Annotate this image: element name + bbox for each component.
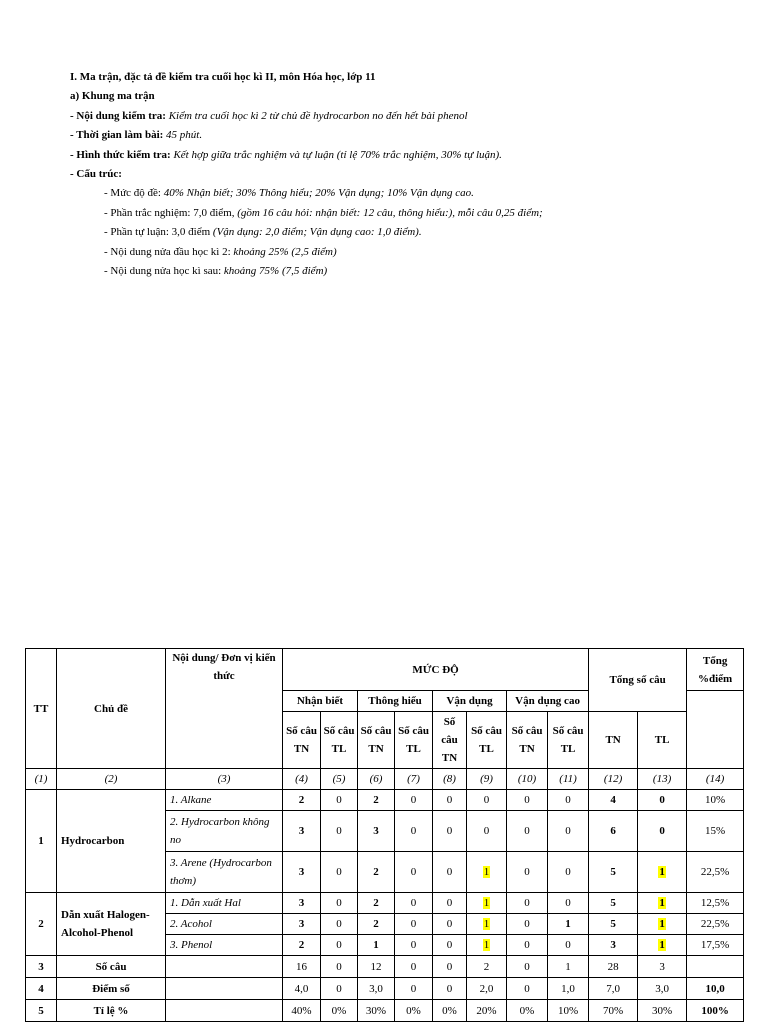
row-value: 22,5%: [700, 866, 730, 878]
summary-cell: 1: [548, 956, 589, 978]
index-cell: (7): [395, 769, 433, 790]
structure-item-4: [70, 243, 730, 262]
row-value: 0: [565, 794, 571, 806]
row-value: 0: [565, 866, 571, 878]
summary-cell: 1,0: [548, 978, 589, 1000]
row-value: 1: [483, 939, 490, 951]
index-cell: (11): [548, 769, 589, 790]
row-value: 0: [565, 825, 571, 837]
header-tt: TT: [26, 649, 57, 769]
table-row: [26, 790, 744, 811]
row-cell: [358, 935, 395, 956]
content-value: Kiểm tra cuối học kì 2 từ chủ đề hydrocarbon no đến hết bài phenol: [168, 109, 468, 122]
summary-tt: 3: [26, 956, 57, 978]
summary-label: Điểm số: [57, 978, 166, 1000]
row-cell: [358, 811, 395, 852]
row-tt: 2: [26, 893, 57, 956]
row-value: 0: [524, 825, 530, 837]
row-cell: [467, 893, 507, 914]
row-value: 2: [373, 794, 379, 806]
row-cell: [638, 893, 687, 914]
structure-item-4-detail: khoảng 25% (2,5 điểm): [233, 245, 337, 258]
row-topic: Hydrocarbon: [57, 790, 166, 893]
summary-tt: 4: [26, 978, 57, 1000]
header-advanced-application: Vận dụng cao: [507, 691, 589, 712]
row-value: 0: [446, 939, 453, 951]
structure-item-4-text: - Nội dung nửa đầu học kì 2:: [104, 245, 234, 258]
header-topic: Chủ đề: [57, 649, 166, 769]
row-cell: [358, 914, 395, 935]
row-value: 0: [446, 918, 453, 930]
row-value: 5: [610, 866, 616, 878]
row-value: 22,5%: [700, 918, 730, 930]
row-value: 0: [446, 794, 453, 806]
summary-cell: 3,0: [638, 978, 687, 1000]
structure-item-2-text: - Phần trắc nghiệm: 7,0 điểm,: [104, 206, 238, 219]
summary-cell: 70%: [589, 1000, 638, 1022]
row-value: 2: [298, 939, 305, 951]
summary-cell: 100%: [687, 1000, 744, 1022]
time-line: [70, 126, 730, 145]
summary-cell: 30%: [358, 1000, 395, 1022]
row-cell: [321, 935, 358, 956]
header-sub-tl: Số câu TL: [548, 712, 589, 769]
index-cell: (10): [507, 769, 548, 790]
header-total-score: Tổng %điểm: [687, 649, 744, 691]
row-value: 3: [298, 825, 305, 837]
structure-item-5-detail: khoảng 75% (7,5 điểm): [223, 265, 328, 278]
summary-cell: 3,0: [358, 978, 395, 1000]
summary-empty-cell: [166, 956, 283, 978]
header-total-questions: Tổng số câu: [589, 649, 687, 712]
row-value: 0: [524, 918, 530, 930]
structure-item-5-text: - Nội dung nửa học kì sau:: [104, 265, 224, 278]
row-knowledge-unit: 2. Acohol: [166, 914, 283, 935]
row-topic: Dẫn xuất Halogen-Alcohol-Phenol: [57, 893, 166, 956]
header-comprehension: Thông hiểu: [358, 691, 433, 712]
row-cell: [433, 935, 467, 956]
index-cell: (6): [358, 769, 395, 790]
structure-item-1-detail: 40% Nhận biết; 30% Thông hiểu; 20% Vận dụng; 10% Vận dụng cao.: [163, 187, 474, 200]
row-cell: [321, 852, 358, 893]
summary-label: Số câu: [57, 956, 166, 978]
row-value: 0: [524, 794, 530, 806]
row-cell: [433, 852, 467, 893]
row-cell: [433, 893, 467, 914]
row-value: 0: [524, 939, 530, 951]
row-value: 1: [483, 918, 490, 930]
summary-cell: 2,0: [467, 978, 507, 1000]
content-line: [70, 107, 730, 126]
summary-cell: 4,0: [283, 978, 321, 1000]
row-cell: [358, 852, 395, 893]
summary-label: Tỉ lệ %: [57, 1000, 166, 1022]
row-value: 2: [298, 794, 305, 806]
header-sub-tn: Số câu TN: [283, 712, 321, 769]
summary-cell: 0%: [433, 1000, 467, 1022]
row-cell: [283, 893, 321, 914]
row-cell: [395, 893, 433, 914]
row-value: 0: [410, 825, 417, 837]
row-value: 3: [298, 918, 305, 930]
row-cell: [548, 790, 589, 811]
row-cell: [433, 811, 467, 852]
row-cell: [395, 852, 433, 893]
summary-cell: 0: [321, 956, 358, 978]
summary-cell: [687, 956, 744, 978]
index-cell: (8): [433, 769, 467, 790]
summary-cell: 7,0: [589, 978, 638, 1000]
row-value: 0: [446, 866, 453, 878]
row-cell: [687, 811, 744, 852]
index-cell: (3): [166, 769, 283, 790]
document-header: [70, 68, 730, 281]
row-cell: [283, 935, 321, 956]
row-cell: [548, 852, 589, 893]
row-value: 3: [373, 825, 379, 837]
row-cell: [548, 893, 589, 914]
index-cell: (1): [26, 769, 57, 790]
summary-cell: 10,0: [687, 978, 744, 1000]
form-value: Kết hợp giữa trắc nghiệm và tự luận (tỉ lệ 70% trắc nghiệm, 30% tự luận).: [173, 148, 502, 161]
row-knowledge-unit: 1. Alkane: [166, 790, 283, 811]
index-cell: (12): [589, 769, 638, 790]
summary-cell: 0: [507, 956, 548, 978]
summary-cell: 16: [283, 956, 321, 978]
row-value: 0: [336, 918, 342, 930]
summary-cell: 0%: [507, 1000, 548, 1022]
row-value: 1: [483, 897, 490, 909]
header-recognition: Nhận biết: [283, 691, 358, 712]
structure-item-3: [70, 223, 730, 242]
row-value: 0: [336, 866, 342, 878]
row-value: 5: [610, 918, 616, 930]
row-value: 1: [659, 939, 665, 951]
row-value: 0: [410, 918, 417, 930]
time-label: - Thời gian làm bài:: [70, 129, 164, 142]
row-knowledge-unit: 3. Phenol: [166, 935, 283, 956]
summary-cell: 0%: [321, 1000, 358, 1022]
row-cell: [395, 914, 433, 935]
row-cell: [321, 790, 358, 811]
row-value: 0: [446, 897, 453, 909]
row-knowledge-unit: 2. Hydrocarbon không no: [166, 811, 283, 852]
header-level: MỨC ĐỘ: [283, 649, 589, 691]
row-value: 0: [336, 897, 342, 909]
row-value: 3: [298, 897, 305, 909]
header-total-score-blank: [687, 691, 744, 769]
summary-empty-cell: [166, 978, 283, 1000]
row-value: 0: [446, 825, 453, 837]
row-value: 1: [659, 918, 665, 930]
header-application: Vận dụng: [433, 691, 507, 712]
content-label: - Nội dung kiểm tra:: [70, 109, 166, 122]
row-value: 10%: [705, 794, 726, 806]
summary-cell: 0: [395, 956, 433, 978]
index-cell: (5): [321, 769, 358, 790]
row-cell: [321, 914, 358, 935]
row-cell: [687, 914, 744, 935]
header-content-unit: Nội dung/ Đơn vị kiến thức: [166, 649, 283, 769]
row-cell: [467, 852, 507, 893]
row-value: 2: [373, 897, 379, 909]
row-cell: [507, 893, 548, 914]
summary-cell: 0%: [395, 1000, 433, 1022]
header-total-tl: TL: [638, 712, 687, 769]
index-cell: (14): [687, 769, 744, 790]
header-sub-tl: Số câu TL: [321, 712, 358, 769]
summary-row: [26, 978, 744, 1000]
structure-item-1-text: - Mức độ đề:: [104, 187, 164, 200]
row-cell: [283, 914, 321, 935]
summary-cell: 20%: [467, 1000, 507, 1022]
row-cell: [638, 914, 687, 935]
row-value: 3: [610, 939, 616, 951]
row-value: 0: [483, 825, 490, 837]
row-cell: [548, 935, 589, 956]
row-value: 0: [410, 897, 417, 909]
table-row: [26, 893, 744, 914]
row-cell: [507, 914, 548, 935]
row-value: 0: [659, 825, 665, 837]
index-cell: (9): [467, 769, 507, 790]
row-cell: [433, 790, 467, 811]
row-value: 17,5%: [700, 939, 730, 951]
row-value: 0: [524, 866, 530, 878]
row-value: 0: [565, 897, 571, 909]
row-value: 0: [336, 794, 342, 806]
row-knowledge-unit: 1. Dẫn xuất Hal: [166, 893, 283, 914]
summary-cell: 0: [507, 978, 548, 1000]
row-value: 0: [336, 825, 342, 837]
structure-label: - Cấu trúc:: [70, 168, 122, 181]
row-cell: [507, 935, 548, 956]
row-value: 6: [610, 825, 616, 837]
structure-item-2-detail: (gồm 16 câu hỏi: nhận biết: 12 câu, thông hiểu:), mỗi câu 0,25 điểm;: [237, 206, 543, 219]
summary-tt: 5: [26, 1000, 57, 1022]
exam-matrix-table: [25, 648, 744, 1022]
row-cell: [358, 893, 395, 914]
header-total-tn: TN: [589, 712, 638, 769]
row-value: 1: [659, 866, 665, 878]
row-value: 0: [410, 866, 417, 878]
time-value: 45 phút.: [166, 129, 203, 142]
row-value: 0: [410, 794, 417, 806]
structure-item-2: [70, 204, 730, 223]
row-cell: [638, 811, 687, 852]
index-cell: (13): [638, 769, 687, 790]
row-cell: [283, 790, 321, 811]
summary-cell: 3: [638, 956, 687, 978]
row-value: 2: [373, 866, 379, 878]
index-row: [26, 769, 744, 790]
summary-cell: 12: [358, 956, 395, 978]
summary-cell: 40%: [283, 1000, 321, 1022]
data-rows: [26, 790, 744, 1022]
row-cell: [589, 935, 638, 956]
row-cell: [589, 852, 638, 893]
doc-subtitle: a) Khung ma trận: [70, 90, 155, 103]
summary-cell: 0: [395, 978, 433, 1000]
row-cell: [467, 935, 507, 956]
row-value: 2: [373, 918, 379, 930]
row-knowledge-unit: 3. Arene (Hydrocarbon thơm): [166, 852, 283, 893]
row-cell: [638, 790, 687, 811]
structure-item-3-text: - Phần tự luận: 3,0 điểm: [104, 226, 213, 239]
summary-cell: 0: [433, 978, 467, 1000]
row-cell: [507, 811, 548, 852]
summary-cell: 2: [467, 956, 507, 978]
row-value: 1: [659, 897, 665, 909]
header-sub-tl: Số câu TL: [467, 712, 507, 769]
row-cell: [687, 893, 744, 914]
row-value: 15%: [705, 825, 726, 837]
summary-cell: 28: [589, 956, 638, 978]
summary-cell: 0: [433, 956, 467, 978]
structure-item-5: [70, 262, 730, 281]
row-cell: [687, 790, 744, 811]
row-value: 4: [610, 794, 616, 806]
row-cell: [358, 790, 395, 811]
doc-title: I. Ma trận, đặc tả đề kiểm tra cuối học kì II, môn Hóa học, lớp 11: [70, 71, 376, 83]
row-cell: [321, 811, 358, 852]
row-value: 1: [565, 918, 571, 930]
row-cell: [395, 935, 433, 956]
summary-cell: 10%: [548, 1000, 589, 1022]
summary-cell: 30%: [638, 1000, 687, 1022]
row-cell: [395, 811, 433, 852]
row-value: 0: [483, 794, 490, 806]
summary-empty-cell: [166, 1000, 283, 1022]
row-cell: [548, 914, 589, 935]
row-cell: [687, 852, 744, 893]
header-sub-tn: Số câu TN: [358, 712, 395, 769]
row-cell: [507, 790, 548, 811]
row-cell: [467, 914, 507, 935]
row-value: 3: [298, 866, 305, 878]
row-value: 0: [524, 897, 530, 909]
row-cell: [467, 790, 507, 811]
row-cell: [589, 914, 638, 935]
form-label: - Hình thức kiểm tra:: [70, 148, 171, 161]
row-value: 1: [373, 939, 379, 951]
row-value: 0: [336, 939, 342, 951]
row-cell: [638, 935, 687, 956]
row-cell: [589, 811, 638, 852]
header-sub-tn: Số câu TN: [507, 712, 548, 769]
header-sub-tl: Số câu TL: [395, 712, 433, 769]
row-cell: [589, 790, 638, 811]
summary-row: [26, 1000, 744, 1022]
summary-row: [26, 956, 744, 978]
row-cell: [395, 790, 433, 811]
row-cell: [507, 852, 548, 893]
row-cell: [321, 893, 358, 914]
row-tt: 1: [26, 790, 57, 893]
row-cell: [589, 893, 638, 914]
row-cell: [548, 811, 589, 852]
row-cell: [638, 852, 687, 893]
header-sub-tn: Số câu TN: [433, 712, 467, 769]
summary-cell: 0: [321, 978, 358, 1000]
row-value: 0: [565, 939, 571, 951]
row-value: 0: [410, 939, 417, 951]
row-value: 0: [659, 794, 665, 806]
row-cell: [283, 852, 321, 893]
row-value: 12,5%: [700, 897, 730, 909]
structure-item-1: [70, 184, 730, 203]
row-value: 5: [610, 897, 616, 909]
row-cell: [283, 811, 321, 852]
row-cell: [433, 914, 467, 935]
form-line: [70, 146, 730, 165]
row-value: 1: [483, 866, 490, 878]
row-cell: [687, 935, 744, 956]
index-cell: (4): [283, 769, 321, 790]
row-cell: [467, 811, 507, 852]
structure-item-3-detail: (Vận dụng: 2,0 điểm; Vận dụng cao: 1,0 điểm).: [212, 226, 422, 239]
index-cell: (2): [57, 769, 166, 790]
